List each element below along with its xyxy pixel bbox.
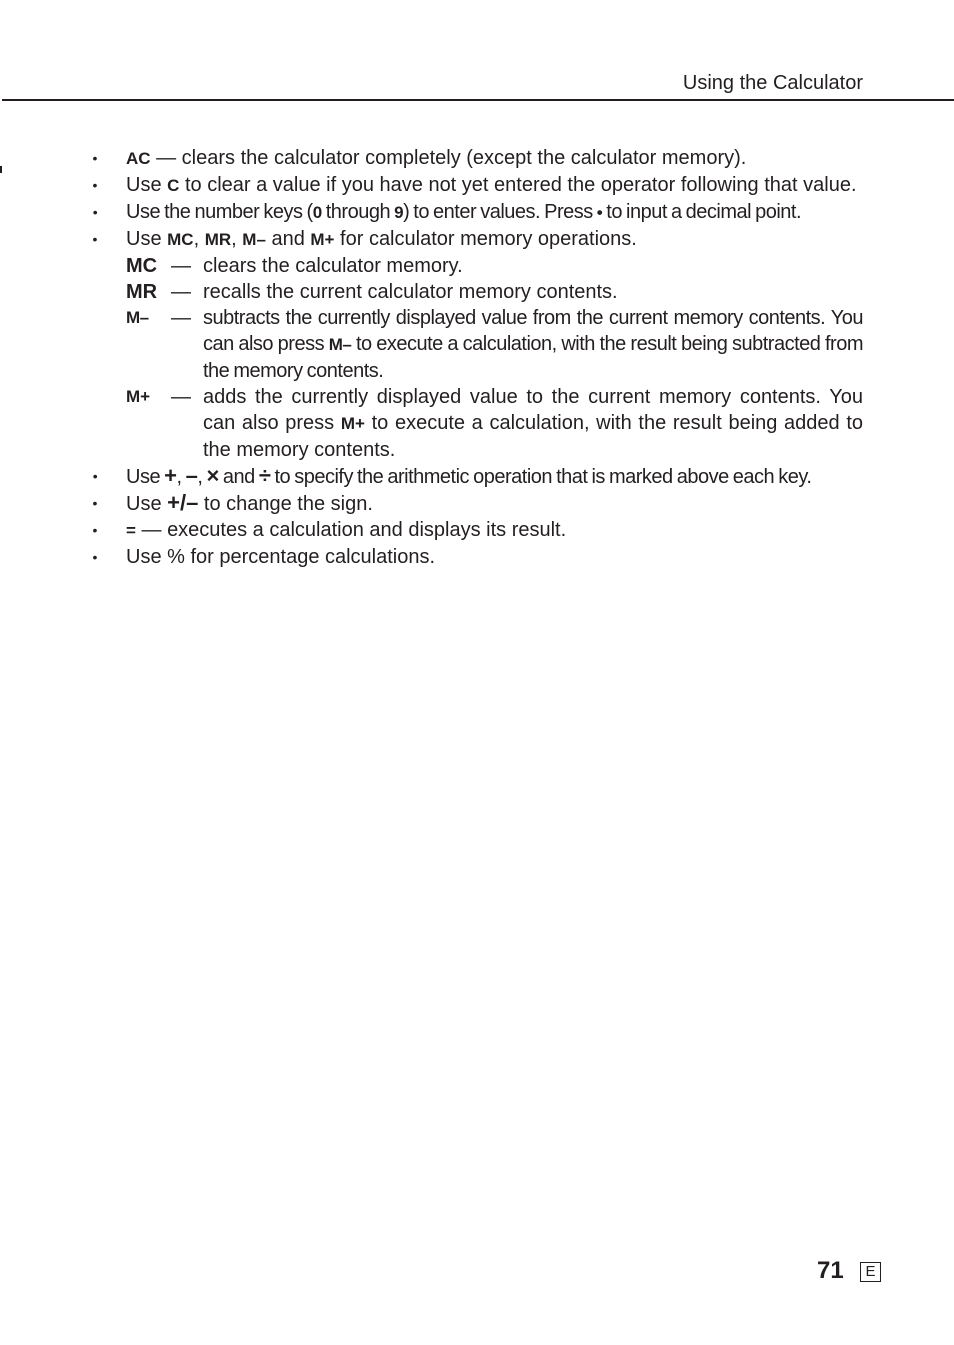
separator: , <box>197 466 207 488</box>
item-text: executes a calculation and displays its result. <box>167 519 567 541</box>
key-m-plus-inline: M+ <box>340 414 365 433</box>
running-header: Using the Calculator <box>682 72 863 94</box>
bullet: • <box>92 231 98 247</box>
list-item-c <box>88 172 863 199</box>
key-plus-minus: +/– <box>167 490 199 515</box>
item-text: for calculator memory operations. <box>334 228 637 250</box>
sub-text-2: to execute a calculation, with the result being subtracted from the memory contents. <box>203 333 864 382</box>
item-text: to change the sign. <box>198 493 373 515</box>
key-m-plus: M+ <box>126 387 151 406</box>
separator: , <box>176 466 186 488</box>
em-dash: — <box>141 519 162 541</box>
memory-sub-m-plus <box>126 384 863 463</box>
list-item-percent <box>88 544 863 570</box>
item-text: — clears the calculator completely (except the calculator memory). <box>150 147 747 169</box>
key-mr: MR <box>204 230 232 249</box>
key-mc: MC <box>167 230 194 249</box>
sub-text: adds the currently displayed value to the current memory contents. You can also press <box>203 386 863 434</box>
bullet: • <box>92 495 98 511</box>
memory-sub-m-minus <box>126 305 863 384</box>
item-prefix: Use <box>126 174 168 196</box>
item-prefix: Use the number keys ( <box>126 201 313 223</box>
key-divide: ÷ <box>258 463 271 488</box>
key-plus: + <box>164 463 177 488</box>
sub-text-2: to execute a calculation, with the result being added to the memory contents. <box>203 412 864 461</box>
memory-sub-mc <box>126 253 863 279</box>
item-text: to specify the arithmetic operation that is marked above each key. <box>270 466 812 488</box>
key-ac: AC <box>126 149 151 168</box>
bullet: • <box>92 150 98 166</box>
item-prefix: Use <box>126 228 168 250</box>
key-equals: = <box>126 521 136 540</box>
key-m-minus: M– <box>126 308 149 327</box>
list-item-number-keys <box>88 199 863 226</box>
em-dash: — <box>171 281 191 303</box>
sub-text: recalls the current calculator memory contents. <box>203 281 618 303</box>
key-times: × <box>206 463 219 488</box>
separator: and <box>218 466 259 488</box>
list-item-sign <box>88 490 863 517</box>
em-dash: — <box>171 386 191 408</box>
page-edge-mark <box>0 166 2 173</box>
bullet: • <box>92 468 98 484</box>
separator: and <box>265 228 311 250</box>
separator: , <box>193 228 205 250</box>
key-decimal-point: • <box>596 203 603 222</box>
page-number: 71 <box>817 1257 844 1284</box>
key-9: 9 <box>394 203 404 222</box>
bullet: • <box>92 549 98 565</box>
key-mc: MC <box>126 255 158 277</box>
key-m-plus: M+ <box>310 230 335 249</box>
list-item-equals <box>88 517 863 544</box>
em-dash: — <box>171 307 191 329</box>
key-m-minus-inline: M– <box>328 335 352 354</box>
item-text: Use % for percentage calculations. <box>126 546 436 568</box>
bullet: • <box>92 522 98 538</box>
item-prefix: Use <box>126 466 165 488</box>
bullet: • <box>92 177 98 193</box>
list-item-arithmetic <box>88 463 863 490</box>
page-language-letter: E <box>860 1262 881 1282</box>
item-middle-2: ) to enter values. Press <box>403 201 597 223</box>
memory-sub-mr <box>126 279 863 305</box>
list-item-memory <box>88 226 863 463</box>
header-rule <box>2 99 954 101</box>
item-prefix: Use <box>126 493 168 515</box>
key-m-minus: M– <box>242 230 266 249</box>
item-text: to clear a value if you have not yet entered the operator following that value. <box>179 174 857 196</box>
separator: , <box>231 228 243 250</box>
sub-text: clears the calculator memory. <box>203 255 463 277</box>
key-0: 0 <box>312 203 322 222</box>
em-dash: — <box>171 255 191 277</box>
list-item-ac <box>88 145 863 172</box>
sub-text: subtracts the currently displayed value from the current memory contents. You can also press <box>203 307 863 355</box>
bullet: • <box>92 204 98 220</box>
item-middle: through <box>321 201 395 223</box>
key-c: C <box>167 176 180 195</box>
key-minus: – <box>185 463 198 488</box>
item-text: to input a decimal point. <box>602 201 802 223</box>
instruction-list <box>88 145 863 570</box>
key-mr: MR <box>126 281 158 303</box>
